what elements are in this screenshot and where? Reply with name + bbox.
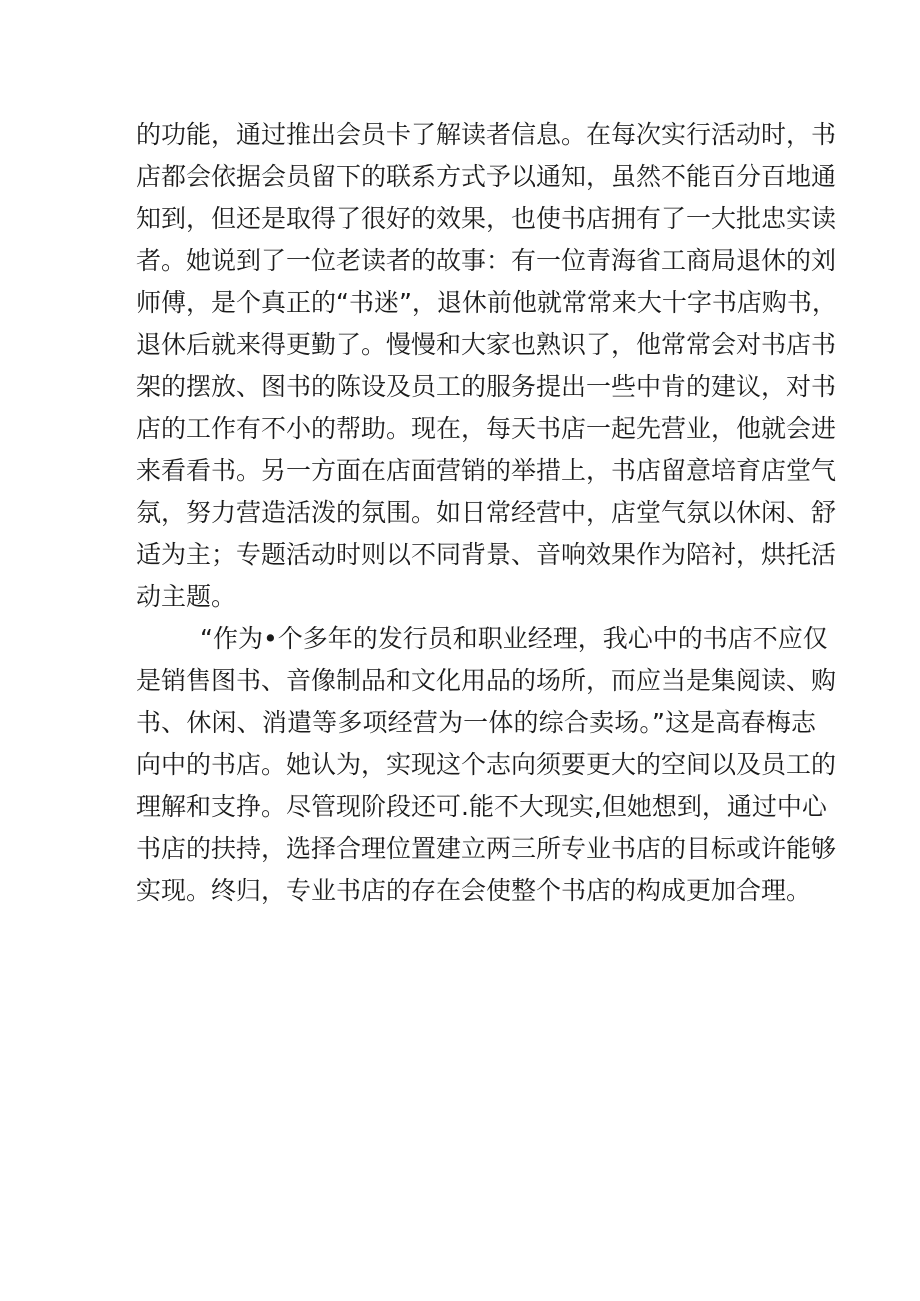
text-line: 氛，努力营造活泼的氛围。如日常经营中，店堂气氛以休闲、舒 (136, 498, 837, 527)
text-line: 架的摆放、图书的陈设及员工的服务提出一些中肯的建议，对书 (136, 372, 837, 401)
text-line: 实现。终归，专业书店的存在会使整个书店的构成更加合理。 (136, 876, 812, 905)
text-line: 向中的书店。她认为，实现这个志向须要更大的空间以及员工的 (136, 750, 837, 779)
text-line: 书、休闲、消遣等多项经营为一体的综合卖场。”这是高春梅志 (136, 708, 816, 737)
text-line: 来看看书。另一方面在店面营销的举措上，书店留意培育店堂气 (136, 456, 837, 485)
text-line: 动主题。 (136, 582, 237, 611)
text-line: 书店的扶持，选择合理位置建立两三所专业书店的目标或许能够 (136, 834, 837, 863)
text-line: 退休后就来得更勤了。慢慢和大家也熟识了，他常常会对书店书 (136, 330, 837, 359)
text-line: 是销售图书、音像制品和文化用品的场所，而应当是集阅读、购 (136, 666, 837, 695)
text-line: 的功能，通过推出会员卡了解读者信息。在每次实行活动时，书 (136, 120, 837, 149)
text-line: 店的工作有不小的帮助。现在，每天书店一起先营业，他就会进 (136, 414, 837, 443)
text-line: 师傅，是个真正的“书迷”，退休前他就常常来大十字书店购书， (136, 288, 837, 317)
text-line: 理解和支挣。尽管现阶段还可.能不大现实,但她想到，通过中心 (136, 792, 827, 821)
text-line: 知到，但还是取得了很好的效果，也使书店拥有了一大批忠实读 (136, 204, 837, 233)
paragraph-1 (136, 114, 837, 618)
text-line: 适为主；专题活动时则以不同背景、音响效果作为陪衬，烘托活 (136, 540, 837, 569)
body-text (136, 114, 837, 912)
paragraph-2 (136, 618, 837, 912)
text-line: 店都会依据会员留下的联系方式予以通知，虽然不能百分百地通 (136, 162, 837, 191)
text-line: “作为•个多年的发行员和职业经理，我心中的书店不应仅 (200, 624, 828, 653)
text-line: 者。她说到了一位老读者的故事：有一位青海省工商局退休的刘 (136, 246, 837, 275)
